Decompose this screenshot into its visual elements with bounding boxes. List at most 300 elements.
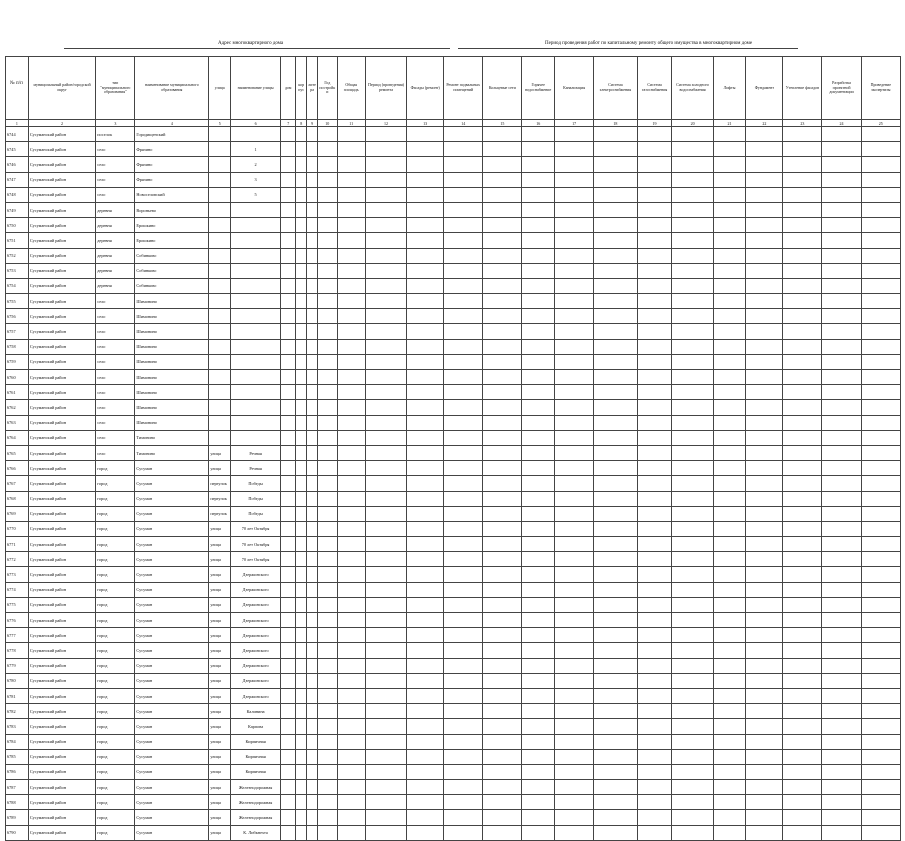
table-row [6,567,901,582]
table-cell [483,476,522,491]
table-cell [296,445,307,460]
column-header: Ремонт подвальных помещений [444,57,483,120]
table-cell [365,445,406,460]
table-cell [318,688,338,703]
table-cell: Тимонино [135,430,209,445]
table-cell [365,430,406,445]
table-cell: Сусуманский район [28,415,95,430]
table-cell [822,430,861,445]
table-cell [713,521,746,536]
table-cell: Сусуман [135,582,209,597]
table-cell [307,795,318,810]
table-cell: 6746 [6,157,29,172]
table-cell [555,825,594,840]
table-cell: 6763 [6,415,29,430]
table-cell [672,218,713,233]
table-cell [337,202,365,217]
table-cell [822,172,861,187]
table-cell [296,810,307,825]
table-cell [594,825,637,840]
table-cell [444,172,483,187]
table-cell [861,597,900,612]
table-cell [307,704,318,719]
table-cell [307,202,318,217]
column-number: 7 [281,120,296,127]
table-cell [637,400,672,415]
table-cell [783,506,822,521]
table-cell: село [96,157,135,172]
table-cell [746,263,783,278]
table-cell [822,704,861,719]
table-cell: Шимонино [135,294,209,309]
table-cell [281,142,296,157]
table-cell [861,537,900,552]
table-cell: 70 лет Октября [231,552,281,567]
table-cell: Сусуманский район [28,628,95,643]
table-cell [407,278,444,293]
table-cell [444,567,483,582]
table-cell [307,628,318,643]
table-cell [444,142,483,157]
table-cell [861,142,900,157]
table-cell [783,795,822,810]
table-cell: Сусуман [135,673,209,688]
table-cell [783,233,822,248]
table-cell [522,172,555,187]
table-cell [365,780,406,795]
table-cell [444,597,483,612]
table-cell: Сусуманский район [28,552,95,567]
table-cell [281,400,296,415]
table-cell [637,370,672,385]
table-cell [672,673,713,688]
table-cell [594,476,637,491]
table-cell [861,233,900,248]
period-group-rule [458,48,798,49]
table-cell [555,354,594,369]
table-cell [483,810,522,825]
table-cell [522,764,555,779]
table-cell [861,628,900,643]
table-cell: Сусуманский район [28,704,95,719]
table-cell [672,810,713,825]
table-cell [861,734,900,749]
column-number: 20 [672,120,713,127]
table-cell [407,172,444,187]
table-cell [281,461,296,476]
table-row [6,719,901,734]
table-cell: деревня [96,218,135,233]
table-cell [483,294,522,309]
table-cell [444,673,483,688]
table-cell [209,294,231,309]
table-cell: 6758 [6,339,29,354]
table-cell [594,719,637,734]
table-cell [822,567,861,582]
table-cell [407,430,444,445]
table-cell: 6789 [6,810,29,825]
table-cell [861,400,900,415]
table-cell [318,385,338,400]
table-cell [307,370,318,385]
table-cell [365,370,406,385]
table-cell [337,734,365,749]
table-cell [365,810,406,825]
table-cell [637,354,672,369]
column-header: Кольцевые сети [483,57,522,120]
table-cell [444,263,483,278]
table-cell [337,537,365,552]
table-cell [555,491,594,506]
table-cell [822,795,861,810]
table-cell: 6766 [6,461,29,476]
table-cell [783,400,822,415]
table-cell [407,218,444,233]
table-cell [783,476,822,491]
table-cell [444,552,483,567]
table-cell [672,142,713,157]
table-cell [337,263,365,278]
table-cell [594,780,637,795]
table-cell [318,506,338,521]
table-cell: 6752 [6,248,29,263]
table-cell [483,764,522,779]
address-group-rule [64,48,450,49]
table-row [6,673,901,688]
table-row [6,324,901,339]
table-cell [296,825,307,840]
table-cell: 6767 [6,476,29,491]
table-cell [296,294,307,309]
table-cell [231,248,281,263]
table-cell [746,233,783,248]
table-cell: Кирпичная [231,734,281,749]
table-cell: Карпова [231,719,281,734]
table-cell [231,370,281,385]
table-cell [783,218,822,233]
table-cell [783,309,822,324]
table-cell [209,127,231,142]
table-cell [365,461,406,476]
table-cell [444,795,483,810]
table-cell [783,202,822,217]
table-cell [555,704,594,719]
table-cell [522,445,555,460]
table-cell: 6769 [6,506,29,521]
table-cell: город [96,810,135,825]
table-cell [672,537,713,552]
table-cell: город [96,825,135,840]
table-cell [713,491,746,506]
table-cell [637,567,672,582]
table-cell: Сусуманский район [28,810,95,825]
table-cell [861,172,900,187]
table-cell [746,764,783,779]
table-cell [365,552,406,567]
table-cell: город [96,688,135,703]
table-cell [483,415,522,430]
table-cell [281,385,296,400]
table-cell [407,673,444,688]
table-cell [281,658,296,673]
table-cell [307,142,318,157]
table-cell [231,294,281,309]
table-cell [713,127,746,142]
table-cell [637,142,672,157]
table-cell [861,795,900,810]
table-cell [594,673,637,688]
table-cell: Сусуман [135,719,209,734]
table-cell [483,749,522,764]
column-number: 14 [444,120,483,127]
table-cell [713,749,746,764]
table-cell [555,810,594,825]
table-cell [522,810,555,825]
table-cell: Шимонино [135,400,209,415]
table-cell [337,643,365,658]
table-cell [296,643,307,658]
table-cell: Сусуман [135,810,209,825]
table-cell [365,491,406,506]
table-cell [522,749,555,764]
table-cell [337,445,365,460]
table-cell [637,582,672,597]
table-cell [861,354,900,369]
table-cell: 6786 [6,764,29,779]
table-cell [861,764,900,779]
table-cell [822,628,861,643]
table-cell [555,309,594,324]
table-cell [713,688,746,703]
table-cell [209,430,231,445]
table-cell [337,415,365,430]
table-cell [365,294,406,309]
table-cell [594,445,637,460]
table-cell: Сусуман [135,506,209,521]
table-cell [209,339,231,354]
table-cell [296,324,307,339]
table-cell [365,628,406,643]
column-header: Разработка проектной документации [822,57,861,120]
table-cell [713,157,746,172]
table-cell [861,810,900,825]
table-cell [861,719,900,734]
table-cell: город [96,734,135,749]
table-cell [522,263,555,278]
table-cell [318,157,338,172]
table-cell [231,202,281,217]
table-cell: 2 [231,157,281,172]
table-cell [296,142,307,157]
table-cell [672,339,713,354]
table-cell [407,294,444,309]
table-cell [318,294,338,309]
table-cell [318,339,338,354]
table-cell [209,278,231,293]
table-cell: Сусуманский район [28,157,95,172]
table-cell [594,537,637,552]
table-cell [746,825,783,840]
table-cell: Кирпичная [231,749,281,764]
table-cell [296,385,307,400]
table-cell [407,643,444,658]
table-cell: Сусуманский район [28,339,95,354]
table-cell [281,324,296,339]
table-cell: улица [209,521,231,536]
table-cell [444,339,483,354]
table-cell [713,613,746,628]
table-cell [483,233,522,248]
table-cell [407,491,444,506]
table-cell [337,370,365,385]
table-cell [637,309,672,324]
table-cell [672,795,713,810]
table-cell [365,673,406,688]
table-cell [555,643,594,658]
table-cell [746,324,783,339]
table-cell [209,415,231,430]
table-cell [209,187,231,202]
table-cell [407,476,444,491]
table-cell [522,491,555,506]
table-cell [337,309,365,324]
table-cell [672,263,713,278]
table-cell [637,780,672,795]
table-cell [522,430,555,445]
table-cell: Сусуманский район [28,491,95,506]
table-cell [296,263,307,278]
table-cell [555,233,594,248]
table-cell: Победы [231,476,281,491]
table-cell [555,385,594,400]
table-cell [231,309,281,324]
table-cell [407,582,444,597]
table-cell [783,324,822,339]
table-cell [594,142,637,157]
table-cell: город [96,567,135,582]
table-cell [746,795,783,810]
table-cell [746,597,783,612]
table-cell [746,552,783,567]
table-cell [318,719,338,734]
table-cell [713,704,746,719]
table-cell [783,749,822,764]
table-cell: Сусуманский район [28,278,95,293]
table-cell: Железнодорожная [231,780,281,795]
table-cell [444,825,483,840]
table-cell [783,339,822,354]
table-cell [822,370,861,385]
table-cell [822,263,861,278]
table-cell [713,825,746,840]
table-cell [483,370,522,385]
table-cell [713,673,746,688]
table-cell [318,582,338,597]
table-cell [594,202,637,217]
table-cell: Дзержинского [231,658,281,673]
table-cell [407,445,444,460]
table-cell [407,628,444,643]
table-cell [483,187,522,202]
table-cell: переулок [209,491,231,506]
table-cell [861,567,900,582]
column-number: 25 [861,120,900,127]
table-cell [307,749,318,764]
table-cell [672,324,713,339]
table-cell [307,218,318,233]
table-cell: 6771 [6,537,29,552]
table-cell [209,157,231,172]
table-cell [444,582,483,597]
table-cell: город [96,673,135,688]
table-cell [594,521,637,536]
table-cell [522,506,555,521]
table-cell [281,597,296,612]
table-cell [318,263,338,278]
column-number: 13 [407,120,444,127]
table-cell [209,354,231,369]
table-cell [522,582,555,597]
table-cell [318,764,338,779]
table-cell [713,187,746,202]
table-cell [365,643,406,658]
table-row [6,354,901,369]
table-cell [337,142,365,157]
table-cell [365,263,406,278]
table-cell [822,157,861,172]
table-row [6,764,901,779]
table-cell [783,628,822,643]
table-cell [296,582,307,597]
table-cell [444,537,483,552]
table-cell [407,233,444,248]
table-cell: Сусуман [135,461,209,476]
table-cell [281,734,296,749]
table-cell [713,780,746,795]
column-number-row [6,120,901,127]
table-cell [861,643,900,658]
table-cell [783,385,822,400]
table-cell [861,248,900,263]
table-cell [713,294,746,309]
table-cell: 6784 [6,734,29,749]
table-cell [444,324,483,339]
table-cell: Сусуманский район [28,506,95,521]
table-cell [713,597,746,612]
table-row [6,248,901,263]
table-cell [822,582,861,597]
table-cell [337,476,365,491]
table-cell [281,339,296,354]
table-cell [296,339,307,354]
table-cell [672,233,713,248]
table-cell [672,764,713,779]
table-cell [822,506,861,521]
table-cell [296,187,307,202]
table-cell: 6756 [6,309,29,324]
table-cell [231,263,281,278]
table-cell [365,719,406,734]
table-cell [281,795,296,810]
table-cell: Сусуман [135,780,209,795]
table-cell [337,613,365,628]
table-cell [594,400,637,415]
table-cell [318,491,338,506]
table-cell [861,445,900,460]
table-cell [231,339,281,354]
table-cell: Городищенский [135,127,209,142]
table-cell [746,749,783,764]
